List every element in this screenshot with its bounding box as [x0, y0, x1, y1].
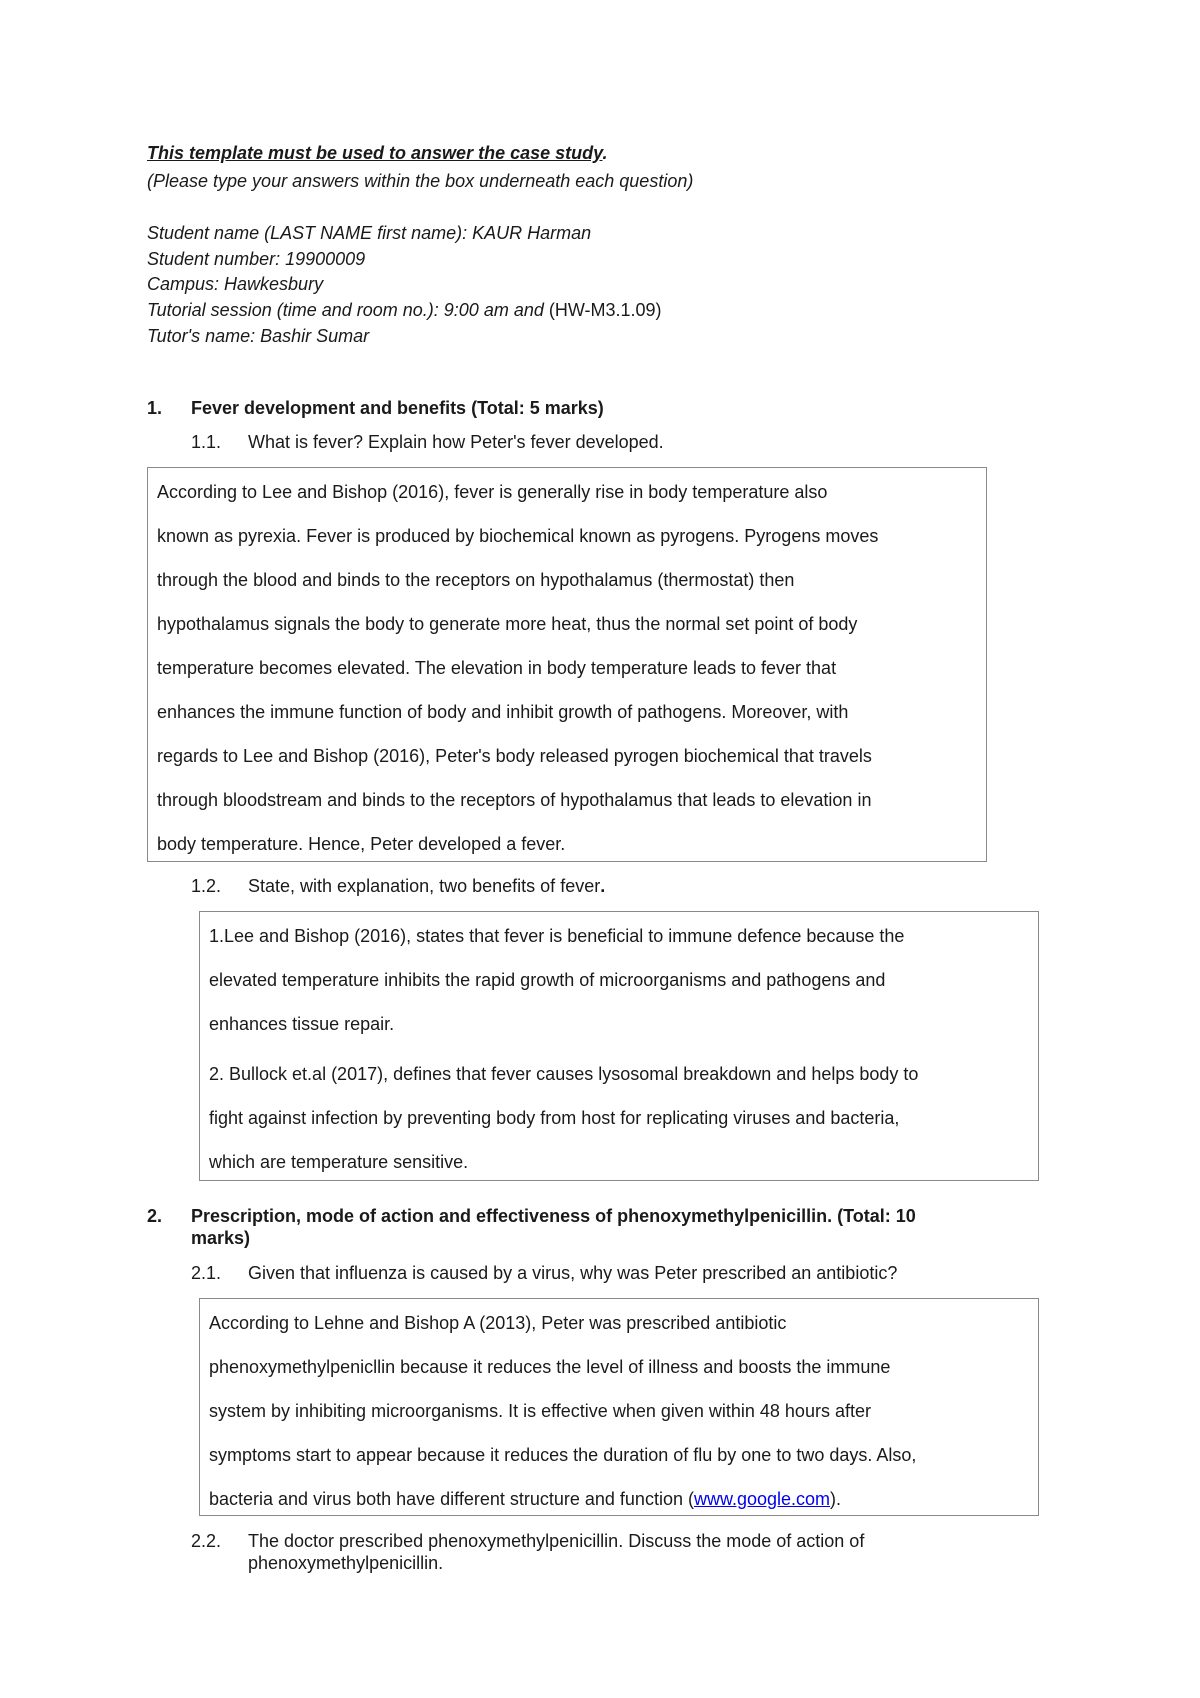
- answer-line: elevated temperature inhibits the rapid growth of microorganisms and pathogens and: [209, 970, 886, 990]
- tutorial-room: (HW-M3.1.09): [548, 300, 662, 320]
- q1-2-number: 1.2.: [191, 876, 222, 896]
- student-name: Student name (LAST NAME first name): KAUR Harman: [147, 223, 592, 243]
- q2-2-number: 2.2.: [191, 1531, 222, 1551]
- tutorial-label: Tutorial session (time and room no.): 9:00 am and: [147, 300, 549, 320]
- answer-line: According to Lehne and Bishop A (2013), Peter was prescribed antibiotic: [209, 1313, 787, 1333]
- answer-line-with-link: [209, 1477, 1029, 1521]
- section2-title-line2: marks): [191, 1228, 251, 1248]
- answer-box-1-2[interactable]: [199, 911, 1039, 1181]
- answer-paragraph-1: [209, 914, 1029, 1046]
- answer-line: system by inhibiting microorganisms. It is effective when given within 48 hours after: [209, 1401, 871, 1421]
- answer-line: fight against infection by preventing body from host for replicating viruses and bacteria,: [209, 1108, 900, 1128]
- q1-2-text-line: [248, 875, 605, 897]
- answer-line-after-link: ).: [830, 1489, 842, 1509]
- section1-title: Fever development and benefits (Total: 5 marks): [191, 398, 604, 418]
- answer-line: symptoms start to appear because it reduces the duration of flu by one to two days. Also,: [209, 1445, 917, 1465]
- intro-heading: This template must be used to answer the case study: [147, 143, 603, 163]
- answer-line: through the blood and binds to the receptors on hypothalamus (thermostat) then: [157, 570, 795, 590]
- answer-line: through bloodstream and binds to the receptors of hypothalamus that leads to elevation in: [157, 790, 872, 810]
- student-tutorial: [147, 299, 662, 321]
- answer-line: which are temperature sensitive.: [209, 1152, 469, 1172]
- q2-1-number: 2.1.: [191, 1263, 222, 1283]
- answer-line: phenoxymethylpenicllin because it reduces the level of illness and boosts the immune: [209, 1357, 891, 1377]
- q1-1-text: What is fever? Explain how Peter's fever developed.: [248, 432, 664, 452]
- answer-line: body temperature. Hence, Peter developed a fever.: [157, 834, 566, 854]
- answer-text-1-2: [209, 914, 1029, 1184]
- answer-line: enhances tissue repair.: [209, 1014, 395, 1034]
- answer-line: 1.Lee and Bishop (2016), states that fever is beneficial to immune defence because the: [209, 926, 905, 946]
- answer-paragraph-2: [209, 1052, 1029, 1184]
- answer-line: regards to Lee and Bishop (2016), Peter's body released pyrogen biochemical that travels: [157, 746, 872, 766]
- q2-1-text: Given that influenza is caused by a virus, why was Peter prescribed an antibiotic?: [248, 1263, 898, 1283]
- intro-instruction: (Please type your answers within the box underneath each question): [147, 171, 694, 191]
- section2-title-line1: Prescription, mode of action and effectiveness of phenoxymethylpenicillin. (Total: 10: [191, 1206, 916, 1226]
- student-campus: Campus: Hawkesbury: [147, 274, 324, 294]
- section2-number: 2.: [147, 1206, 163, 1226]
- student-tutor: Tutor's name: Bashir Sumar: [147, 326, 370, 346]
- answer-line: hypothalamus signals the body to generate more heat, thus the normal set point of body: [157, 614, 858, 634]
- q1-2-period: .: [600, 876, 606, 896]
- answer-line-before-link: bacteria and virus both have different structure and function (: [209, 1489, 694, 1509]
- answer-line: 2. Bullock et.al (2017), defines that fever causes lysosomal breakdown and helps body to: [209, 1064, 919, 1084]
- answer-line: enhances the immune function of body and inhibit growth of pathogens. Moreover, with: [157, 702, 849, 722]
- answer-box-2-1[interactable]: [199, 1298, 1039, 1516]
- q2-2-text-line2: phenoxymethylpenicillin.: [248, 1553, 444, 1573]
- answer-line: temperature becomes elevated. The elevation in body temperature leads to fever that: [157, 658, 837, 678]
- intro-heading-line: [147, 142, 607, 164]
- intro-heading-period: .: [602, 143, 608, 163]
- answer-line: According to Lee and Bishop (2016), fever is generally rise in body temperature also: [157, 482, 828, 502]
- answer-text-1-1: [157, 470, 977, 866]
- student-number: Student number: 19900009: [147, 249, 366, 269]
- q2-2-text-line1: The doctor prescribed phenoxymethylpenicillin. Discuss the mode of action of: [248, 1531, 865, 1551]
- answer-box-1-1[interactable]: [147, 467, 987, 862]
- answer-line: known as pyrexia. Fever is produced by biochemical known as pyrogens. Pyrogens moves: [157, 526, 879, 546]
- q1-1-number: 1.1.: [191, 432, 222, 452]
- section1-number: 1.: [147, 398, 163, 418]
- q1-2-text: State, with explanation, two benefits of fever: [248, 876, 601, 896]
- answer-text-2-1: [209, 1301, 1029, 1521]
- google-link[interactable]: www.google.com: [693, 1489, 831, 1509]
